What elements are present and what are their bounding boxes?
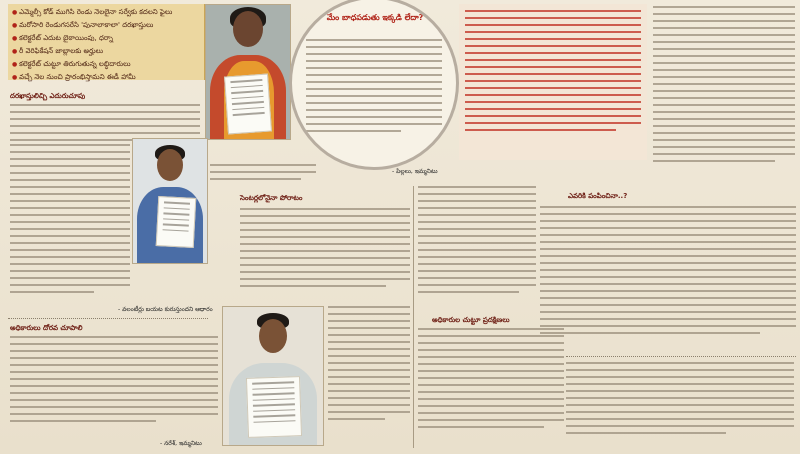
section-heading: దరఖాస్తులిచ్చి ఎదురుచూపు <box>10 92 86 100</box>
section-heading: సెంటర్లలోనైనా పోరాటం <box>240 194 303 202</box>
quote-circle-title: మేం బాధపడుతు ఇక్కడి లేదా? <box>326 13 424 22</box>
quote-circle <box>289 0 459 170</box>
highlight-box <box>459 4 647 160</box>
summary-bullet: ● కలెక్టరేట్ చుట్టూ తిరుగుతున్న లబ్ధిదారులు <box>12 58 200 71</box>
section-heading: ఎవరికి పంపించినా..? <box>568 192 628 200</box>
center-column-text <box>418 186 536 306</box>
man-photo-2 <box>222 306 324 446</box>
photo-caption: - పిల్లలు, ఇమ్మనిటు <box>392 168 438 175</box>
woman-photo <box>205 4 291 140</box>
man-photo-1 <box>132 138 208 264</box>
summary-bullet: ● వచ్చే నెల నుంచి ప్రారంభిస్తామని ఈడీ హామీ <box>12 71 200 84</box>
summary-bullet: ● మరోసారి రెండుగసరేసి 'పునాలాకాలా' దరఖాస్తులు <box>12 19 200 32</box>
section-heading: అధికారులు దోరవ చూపాలి <box>10 324 83 332</box>
section-heading: అధికారుల చుట్టూ ప్రదక్షిణలు <box>432 316 510 324</box>
photo-caption: - నరేశ్, ఇమ్మనిటు <box>160 440 202 447</box>
summary-bullets-box <box>8 4 206 80</box>
photo-caption: - వలంటీర్లు బయట కురుస్తుందని ఆధారం <box>118 306 213 313</box>
summary-bullet: ● కలెక్టరేట్ ఎదుట బైఠాయింపు, ధర్నా <box>12 32 200 45</box>
right-column-text <box>653 6 795 184</box>
summary-bullet: ● రీ వెరిఫికేషన్ జాబ్లాలకు అర్హులు <box>12 45 200 58</box>
summary-bullet: ● ఎమ్మెల్సీ కోడ్ ముగిసి రెండు నెలలైనా సర్వేకు కదలని ఫైలు <box>12 6 200 19</box>
